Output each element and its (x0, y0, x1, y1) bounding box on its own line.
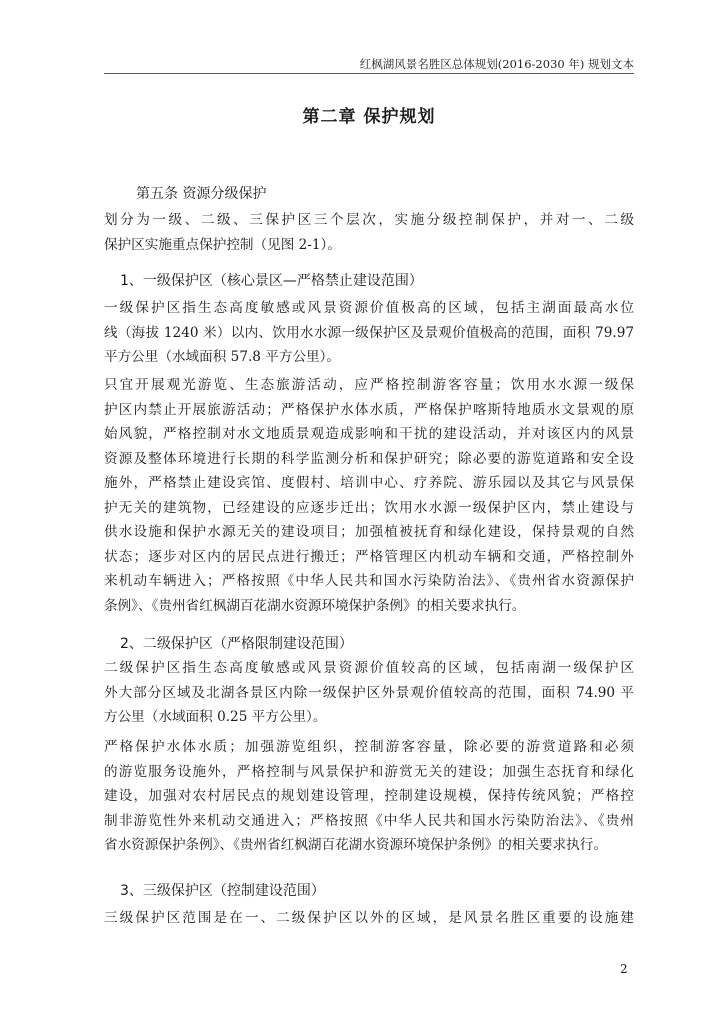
section-heading-2: 2、二级保护区（严格限制建设范围） (120, 636, 353, 652)
text-line: 的游览服务设施外，严格控制与风景保护和游赏无关的建设；加强生态抚育和绿化 (104, 763, 634, 780)
text-line: 保护区实施重点保护控制（见图 2-1）。 (104, 236, 341, 253)
header-rule (104, 73, 634, 74)
text-line: 线（海拔 1240 米）以内、饮用水水源一级保护区及景观价值极高的范围，面积 79.97 (104, 324, 634, 341)
text-line: 制非游览性外来机动交通进入；严格按照《中华人民共和国水污染防治法》、《贵州 (104, 812, 634, 829)
text-line: 严格保护水体水质；加强游览组织，控制游客容量，除必要的游赏道路和必须 (104, 739, 634, 755)
chapter-title: 第二章 保护规划 (302, 107, 436, 127)
paragraph (104, 296, 634, 370)
text-line: 方公里（水域面积 0.25 平方公里）。 (104, 709, 327, 725)
text-line: 来机动车辆进入；严格按照《中华人民共和国水污染防治法》、《贵州省水资源保护 (104, 573, 634, 589)
text-line: 护区内禁止开展旅游活动；严格保护水体水质，严格保护喀斯特地质水文景观的原 (104, 401, 634, 418)
text-line: 二级保护区指生态高度敏感或风景资源价值较高的区域，包括南湖一级保护区 (104, 660, 634, 676)
text-line: 供水设施和保护水源无关的建设项目；加强植被抚育和绿化建设，保持景观的自然 (104, 524, 634, 540)
text-line: 建设，加强对农村居民点的规划建设管理，控制建设规模，保持传统风貌；严格控 (104, 788, 634, 804)
running-header: 红枫湖风景名胜区总体规划(2016-2030 年) 规划文本 (359, 57, 634, 71)
text-line: 始风貌，严格控制对水文地质景观造成影响和干扰的建设活动，并对该区内的风景 (104, 426, 634, 442)
article-intro (104, 208, 634, 257)
paragraph (104, 906, 634, 931)
section-heading-3: 3、三级保护区（控制建设范围） (120, 883, 325, 899)
paragraph (104, 373, 634, 618)
text-line: 三级保护区范围是在一、二级保护区以外的区域，是风景名胜区重要的设施建 (104, 910, 634, 926)
page-number: 2 (620, 962, 628, 976)
text-line: 平方公里（水域面积 57.8 平方公里）。 (104, 349, 341, 365)
text-line: 条例》、《贵州省红枫湖百花湖水资源环境保护条例》的相关要求执行。 (104, 597, 526, 614)
text-line: 一级保护区指生态高度敏感或风景资源价值极高的区域，包括主湖面最高水位 (104, 300, 634, 316)
text-line: 施外，严格禁止建设宾馆、度假村、培训中心、疗养院、游乐园以及其它与风景保 (104, 475, 634, 491)
section-heading-1: 1、一级保护区（核心景区—严格禁止建设范围） (120, 273, 423, 289)
text-line: 护无关的建筑物，已经建设的应逐步迁出；饮用水水源一级保护区内，禁止建设与 (104, 499, 634, 516)
text-line: 省水资源保护条例》、《贵州省红枫湖百花湖水资源环境保护条例》的相关要求执行。 (104, 837, 607, 853)
paragraph (104, 656, 634, 730)
text-line: 划分为一级、二级、三保护区三个层次，实施分级控制保护，并对一、二级 (104, 212, 634, 228)
text-line: 外大部分区域及北湖各景区内除一级保护区外景观价值较高的范围，面积 74.90 平 (104, 684, 634, 701)
paragraph (104, 735, 634, 858)
text-line: 只宜开展观光游览、生态旅游活动，应严格控制游客容量；饮用水水源一级保 (104, 377, 634, 393)
text-line: 资源及整体环境进行长期的科学监测分析和保护研究；除必要的游览道路和安全设 (104, 450, 634, 467)
article-title: 第五条 资源分级保护 (136, 186, 267, 202)
text-line: 状态；逐步对区内的居民点进行搬迁；严格管理区内机动车辆和交通，严格控制外 (104, 548, 634, 565)
